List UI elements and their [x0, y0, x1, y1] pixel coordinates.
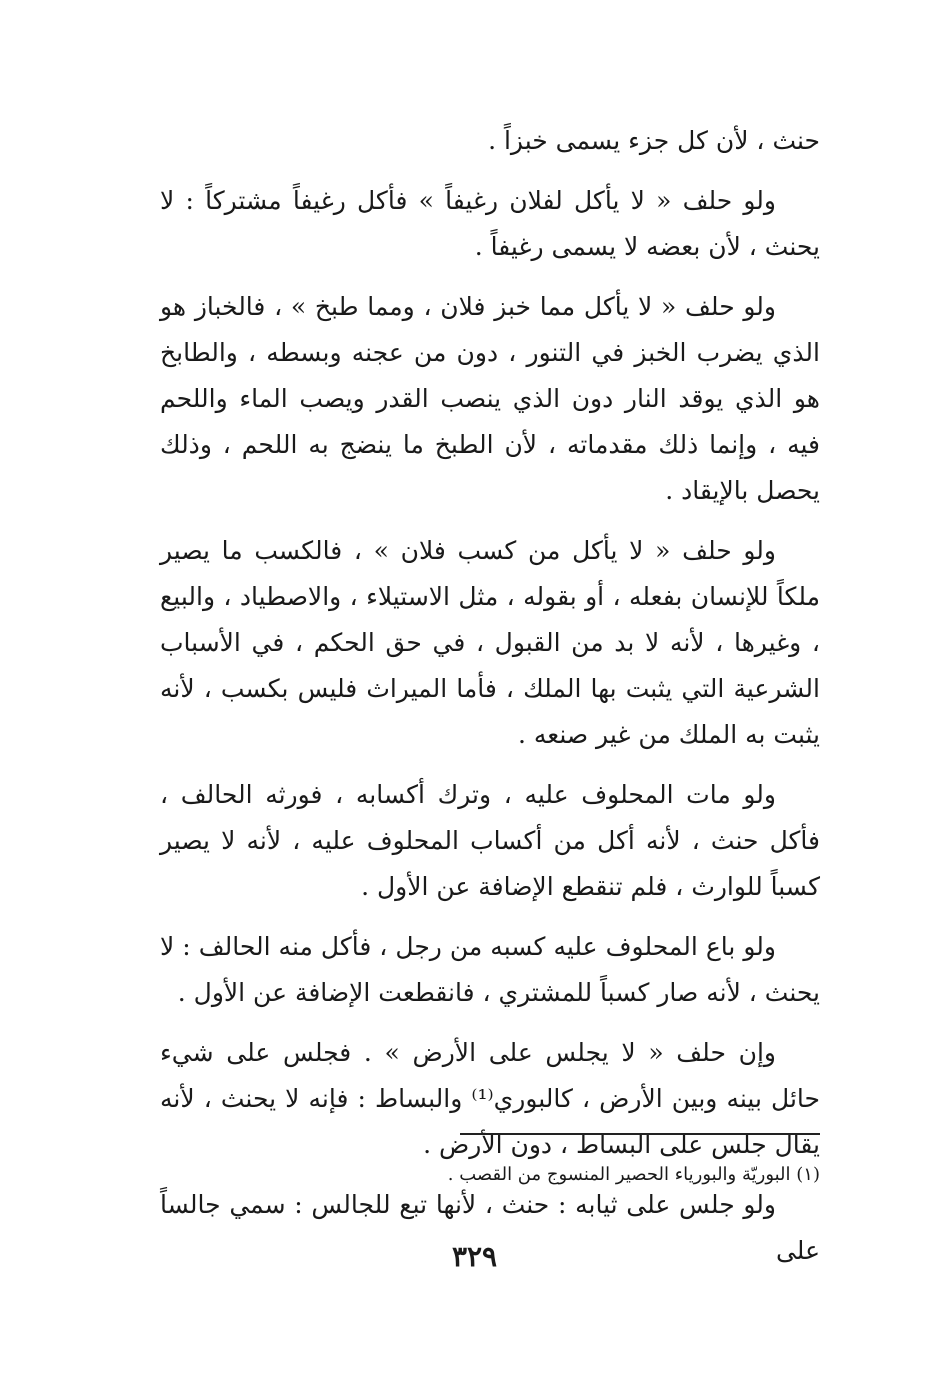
footnote: (١) البوريّة والبورياء الحصير المنسوج من القصب . [447, 1164, 820, 1185]
paragraph-6: ولو باع المحلوف عليه كسبه من رجل ، فأكل منه الحالف : لا يحنث ، لأنه صار كسباً للمشتري ، فانقطعت الإضافة عن الأول . [160, 932, 820, 1007]
paragraph-5: ولو مات المحلوف عليه ، وترك أكسابه ، فورثه الحالف ، فأكل حنث ، لأنه أكل من أكساب المحلوف عليه ، لأنه لا يصير كسباً للوارث ، فلم تنقطع الإضافة عن الأول . [160, 780, 820, 901]
paragraph-4: ولو حلف « لا يأكل من كسب فلان » ، فالكسب ما يصير ملكاً للإنسان بفعله ، أو بقوله ، مثل الاستيلاء ، والاصطياد ، والبيع ، وغيرها ، لأنه لا بد من القبول ، في حق الحكم ، في الأسباب الشرعية التي يثبت بها الملك ، فأما الميراث فليس بكسب ، لأنه يثبت به الملك من غير صنعه . [160, 536, 820, 749]
paragraph-1: حنث ، لأن كل جزء يسمى خبزاً . [488, 126, 820, 155]
footnote-divider [460, 1133, 820, 1135]
page-number: ٣٢٩ [451, 1240, 498, 1273]
paragraph-3: ولو حلف « لا يأكل مما خبز فلان ، ومما طبخ » ، فالخباز هو الذي يضرب الخبز في التنور ، دون من عجنه وبسطه ، والطابخ هو الذي يوقد النار دون الذي ينصب القدر ويصب الماء واللحم فيه ، وإنما ذلك مقدماته ، لأن الطبخ ما ينضج به اللحم ، وذلك يحصل بالإيقاد . [160, 292, 820, 505]
paragraph-8: ولو جلس على ثيابه : حنث ، لأنها تبع للجالس : سمي جالساً على [160, 1190, 820, 1265]
paragraph-2: ولو حلف « لا يأكل لفلان رغيفاً » فأكل رغيفاً مشتركاً : لا يحنث ، لأن بعضه لا يسمى رغيفاً . [160, 186, 820, 261]
paragraph-7: وإن حلف « لا يجلس على الأرض » . فجلس على شيء حائل بينه وبين الأرض ، كالبوري⁽¹⁾ والبساط : فإنه لا يحنث ، لأنه يقال جلس على البساط ، دون الأرض . [160, 1038, 820, 1159]
page-body [160, 118, 820, 1288]
